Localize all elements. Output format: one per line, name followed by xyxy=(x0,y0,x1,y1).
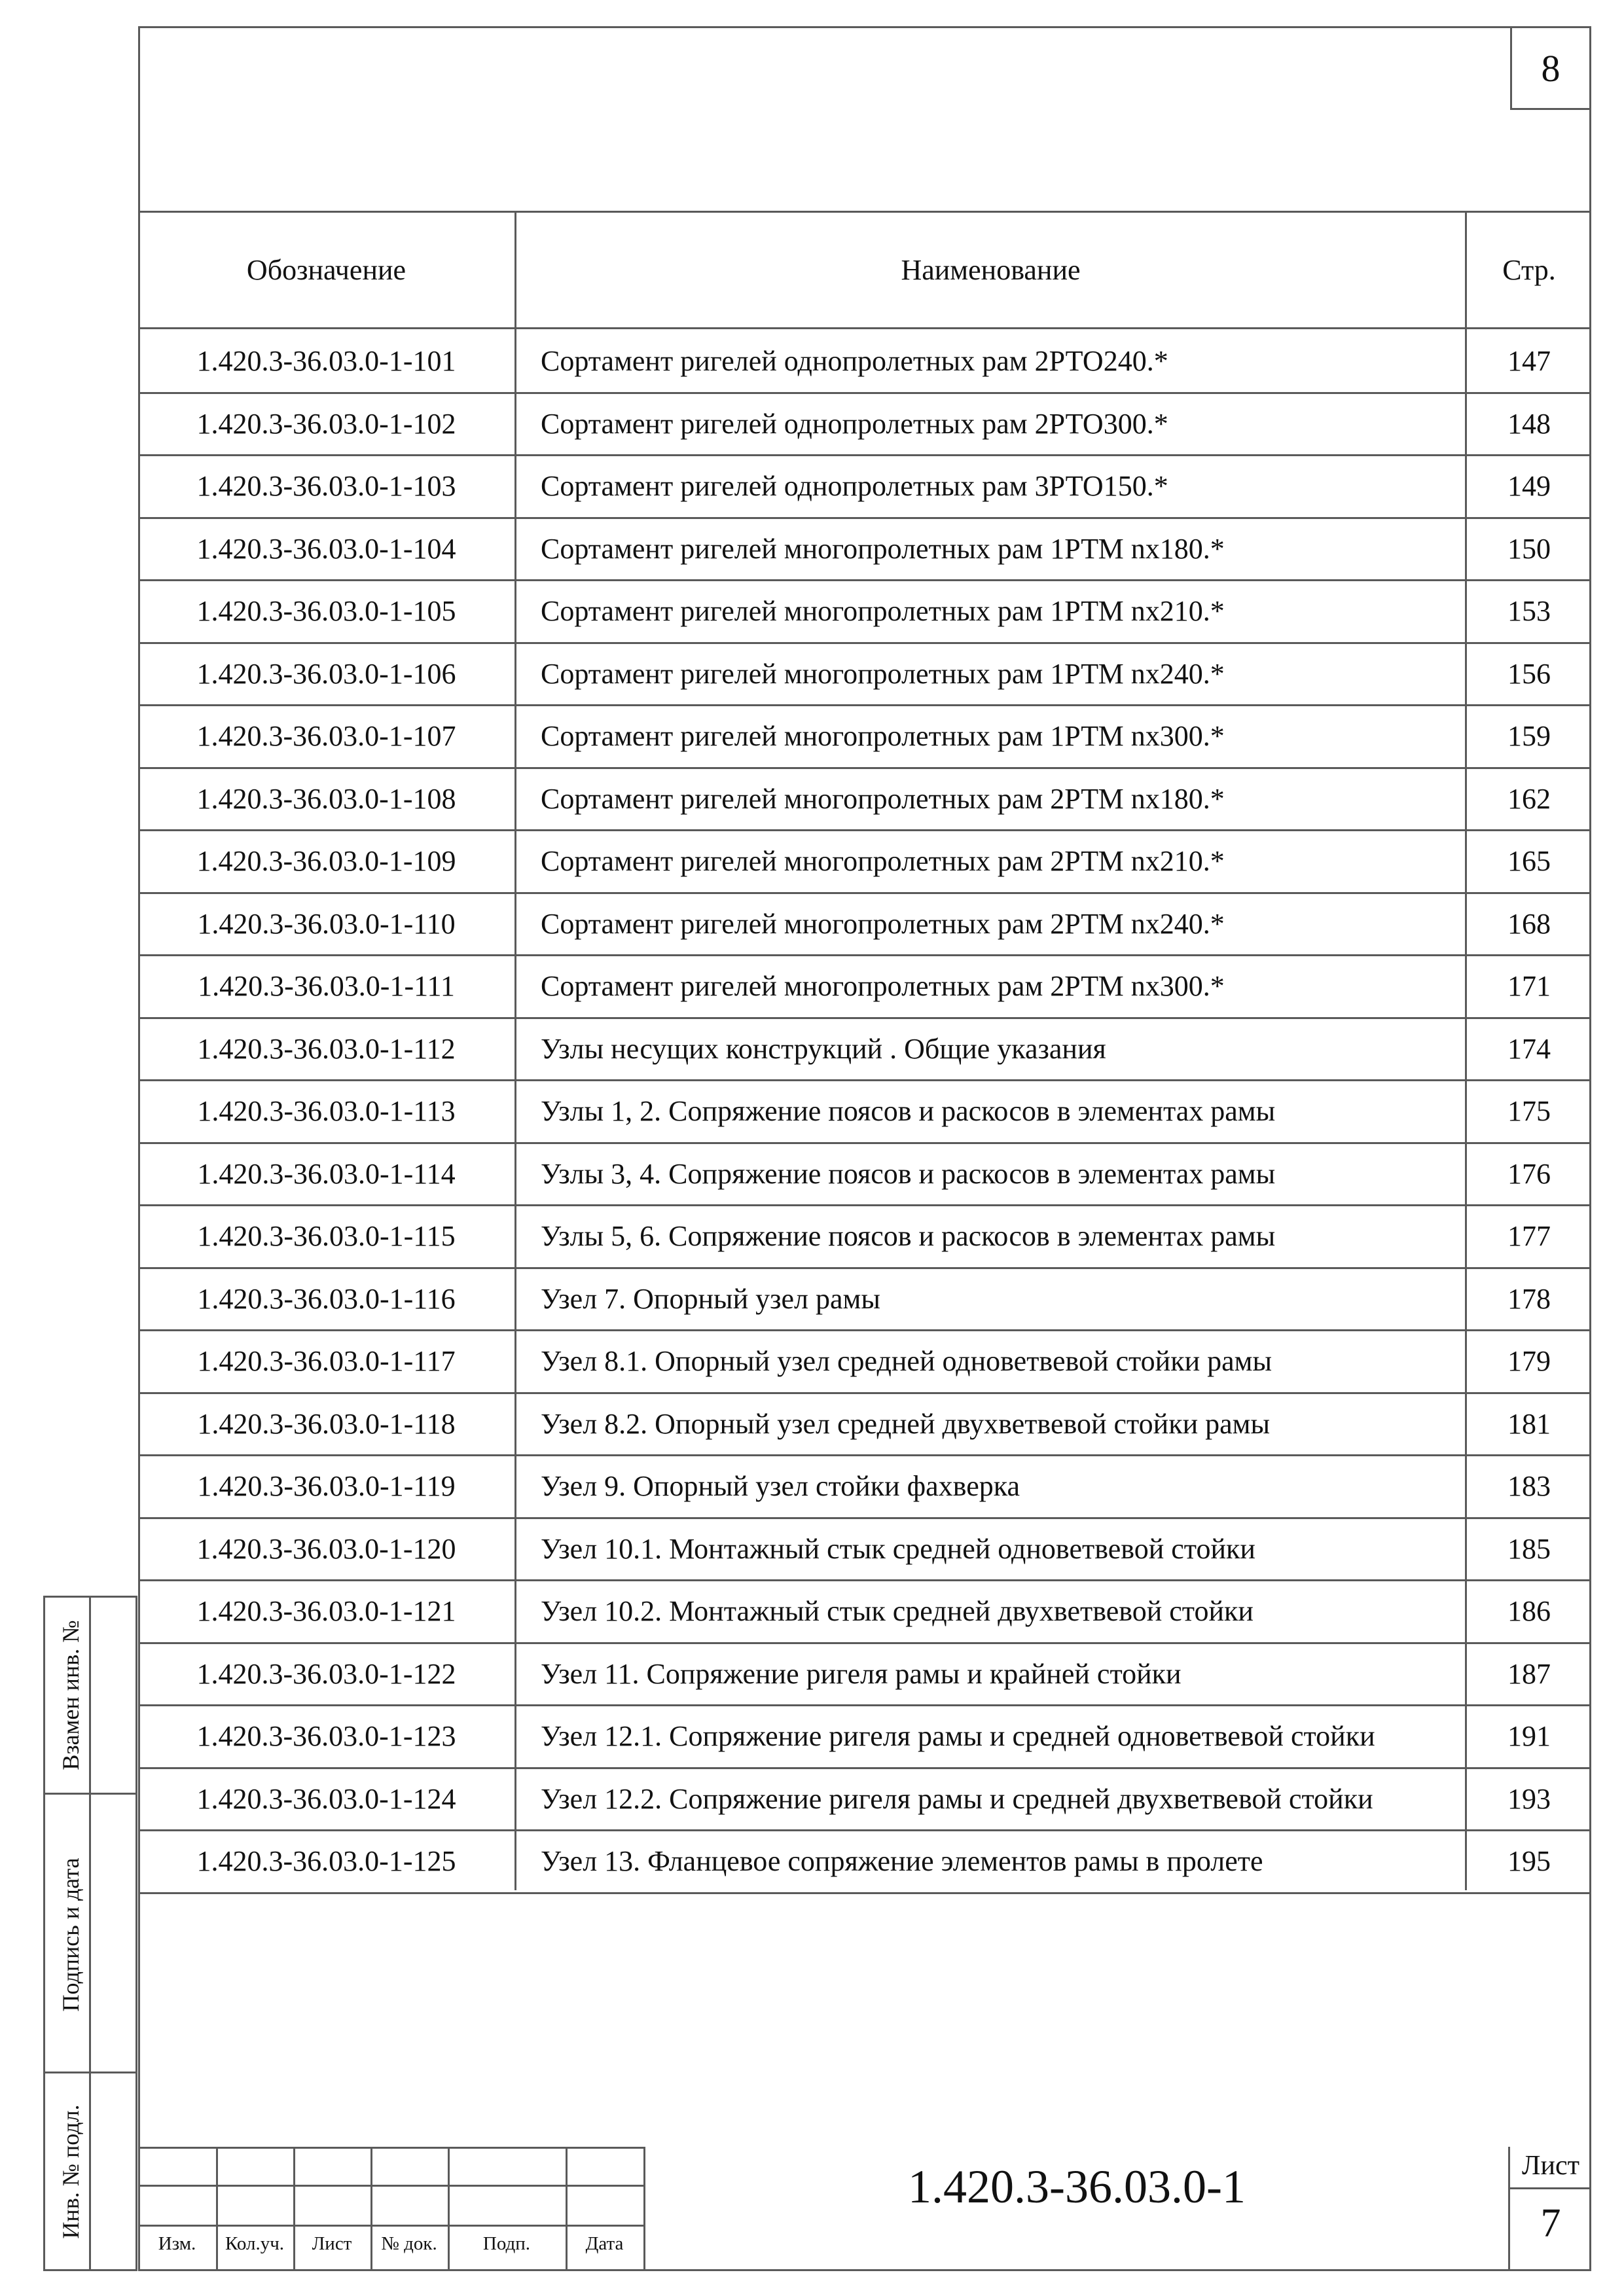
row-designation: 1.420.3-36.03.0-1-105 xyxy=(196,594,456,627)
label-original-inv: Инв. № подл. xyxy=(58,2104,84,2239)
row-page: 185 xyxy=(1507,1532,1551,1565)
row-name: Узел 8.1. Опорный узел средней одноветвевой стойки рамы xyxy=(541,1344,1272,1377)
row-page: 175 xyxy=(1507,1094,1551,1127)
row-page: 153 xyxy=(1507,594,1551,627)
row-designation: 1.420.3-36.03.0-1-104 xyxy=(196,532,456,565)
row-designation: 1.420.3-36.03.0-1-121 xyxy=(196,1594,456,1627)
row-page: 148 xyxy=(1507,407,1551,440)
row-name: Узел 10.2. Монтажный стык средней двухветвевой стойки xyxy=(541,1594,1254,1627)
row-designation: 1.420.3-36.03.0-1-107 xyxy=(196,719,456,752)
row-name: Узел 12.1. Сопряжение ригеля рамы и средней одноветвевой стойки xyxy=(541,1719,1375,1752)
row-page: 195 xyxy=(1507,1844,1551,1877)
row-designation: 1.420.3-36.03.0-1-109 xyxy=(196,844,456,877)
row-page: 179 xyxy=(1507,1344,1551,1377)
row-page: 174 xyxy=(1507,1032,1551,1065)
document-code: 1.420.3-36.03.0-1 xyxy=(908,2161,1246,2213)
row-designation: 1.420.3-36.03.0-1-113 xyxy=(197,1094,456,1127)
tb-data: Дата xyxy=(585,2233,624,2254)
row-name: Узел 8.2. Опорный узел средней двухветвевой стойки рамы xyxy=(541,1407,1271,1440)
row-page: 159 xyxy=(1507,719,1551,752)
row-page: 176 xyxy=(1507,1157,1551,1190)
label-replacement-inv: Взамен инв. № xyxy=(58,1620,84,1770)
row-name: Узел 7. Опорный узел рамы xyxy=(541,1282,880,1315)
row-designation: 1.420.3-36.03.0-1-118 xyxy=(197,1407,456,1440)
row-name: Узлы 5, 6. Сопряжение поясов и раскосов в элементах рамы xyxy=(541,1219,1276,1252)
row-designation: 1.420.3-36.03.0-1-108 xyxy=(196,782,456,815)
row-page: 147 xyxy=(1507,344,1551,377)
row-designation: 1.420.3-36.03.0-1-116 xyxy=(197,1282,456,1315)
row-designation: 1.420.3-36.03.0-1-117 xyxy=(197,1344,456,1377)
row-name: Сортамент ригелей однопролетных рам 2РТО300.* xyxy=(541,407,1168,440)
sheet-box-mid xyxy=(1508,2187,1591,2189)
row-designation: 1.420.3-36.03.0-1-115 xyxy=(197,1219,456,1252)
row-name: Сортамент ригелей многопролетных рам 1РТМ nx240.* xyxy=(541,657,1225,690)
side-strip-divider xyxy=(89,1596,91,2271)
tb-top-line xyxy=(138,2147,643,2149)
row-designation: 1.420.3-36.03.0-1-123 xyxy=(196,1719,456,1752)
row-name: Узлы 3, 4. Сопряжение поясов и раскосов в элементах рамы xyxy=(541,1157,1276,1190)
row-designation: 1.420.3-36.03.0-1-119 xyxy=(197,1469,456,1502)
row-page: 156 xyxy=(1507,657,1551,690)
row-page: 178 xyxy=(1507,1282,1551,1315)
row-name: Узлы 1, 2. Сопряжение поясов и раскосов в элементах рамы xyxy=(541,1094,1276,1127)
tb-koluch: Кол.уч. xyxy=(225,2233,285,2254)
row-name: Узел 13. Фланцевое сопряжение элементов рамы в пролете xyxy=(541,1844,1263,1877)
row-designation: 1.420.3-36.03.0-1-111 xyxy=(198,969,455,1002)
row-page: 171 xyxy=(1507,969,1551,1002)
row-designation: 1.420.3-36.03.0-1-112 xyxy=(197,1032,456,1065)
row-designation: 1.420.3-36.03.0-1-102 xyxy=(196,407,456,440)
row-page: 181 xyxy=(1507,1407,1551,1440)
row-designation: 1.420.3-36.03.0-1-103 xyxy=(196,469,456,502)
row-designation: 1.420.3-36.03.0-1-125 xyxy=(196,1844,456,1877)
row-name: Узел 10.1. Монтажный стык средней одноветвевой стойки xyxy=(541,1532,1255,1565)
row-designation: 1.420.3-36.03.0-1-114 xyxy=(197,1157,456,1190)
header-designation: Обозначение xyxy=(246,254,406,286)
row-name: Сортамент ригелей многопролетных рам 2РТМ nx240.* xyxy=(541,907,1225,940)
row-name: Узел 12.2. Сопряжение ригеля рамы и средней двухветвевой стойки xyxy=(541,1782,1373,1815)
tb-list: Лист xyxy=(312,2233,352,2254)
row-designation: 1.420.3-36.03.0-1-101 xyxy=(196,344,456,377)
row-name: Сортамент ригелей однопролетных рам 2РТО240.* xyxy=(541,344,1168,377)
row-name: Узлы несущих конструкций . Общие указания xyxy=(541,1032,1106,1065)
row-designation: 1.420.3-36.03.0-1-124 xyxy=(196,1782,456,1815)
row-page: 177 xyxy=(1507,1219,1551,1252)
row-name: Сортамент ригелей многопролетных рам 2РТМ nx300.* xyxy=(541,969,1225,1002)
row-name: Сортамент ригелей многопролетных рам 1РТМ nx180.* xyxy=(541,532,1225,565)
row-page: 183 xyxy=(1507,1469,1551,1502)
tb-nodoc: № док. xyxy=(381,2233,437,2254)
row-page: 162 xyxy=(1507,782,1551,815)
col-sep-1 xyxy=(514,211,516,1890)
tb-izm: Изм. xyxy=(158,2233,196,2254)
header-page: Стр. xyxy=(1502,254,1556,286)
tb-sign-line xyxy=(138,2225,643,2227)
row-page: 187 xyxy=(1507,1657,1551,1690)
sheet-label: Лист xyxy=(1522,2151,1579,2181)
row-name: Сортамент ригелей многопролетных рам 2РТМ nx210.* xyxy=(541,844,1225,877)
row-name: Узел 9. Опорный узел стойки фахверка xyxy=(541,1469,1020,1502)
row-page: 168 xyxy=(1507,907,1551,940)
row-designation: 1.420.3-36.03.0-1-110 xyxy=(197,907,456,940)
row-name: Сортамент ригелей многопролетных рам 2РТМ nx180.* xyxy=(541,782,1225,815)
row-page: 186 xyxy=(1507,1594,1551,1627)
row-separator xyxy=(138,1892,1591,1894)
row-page: 150 xyxy=(1507,532,1551,565)
sheet-number: 7 xyxy=(1540,2201,1561,2246)
tb-podp: Подп. xyxy=(482,2233,531,2254)
row-page: 193 xyxy=(1507,1782,1551,1815)
label-signature-date: Подпись и дата xyxy=(58,1857,84,2012)
page-number: 8 xyxy=(1510,26,1591,110)
header-name: Наименование xyxy=(901,254,1081,286)
tb-mid-line xyxy=(138,2185,643,2187)
row-name: Сортамент ригелей многопролетных рам 1РТМ nx300.* xyxy=(541,719,1225,752)
row-name: Сортамент ригелей однопролетных рам 3РТО150.* xyxy=(541,469,1168,502)
row-designation: 1.420.3-36.03.0-1-122 xyxy=(196,1657,456,1690)
row-designation: 1.420.3-36.03.0-1-120 xyxy=(196,1532,456,1565)
row-page: 165 xyxy=(1507,844,1551,877)
row-page: 149 xyxy=(1507,469,1551,502)
row-page: 191 xyxy=(1507,1719,1551,1752)
row-designation: 1.420.3-36.03.0-1-106 xyxy=(196,657,456,690)
row-name: Узел 11. Сопряжение ригеля рамы и крайней стойки xyxy=(541,1657,1182,1690)
row-name: Сортамент ригелей многопролетных рам 1РТМ nx210.* xyxy=(541,594,1225,627)
